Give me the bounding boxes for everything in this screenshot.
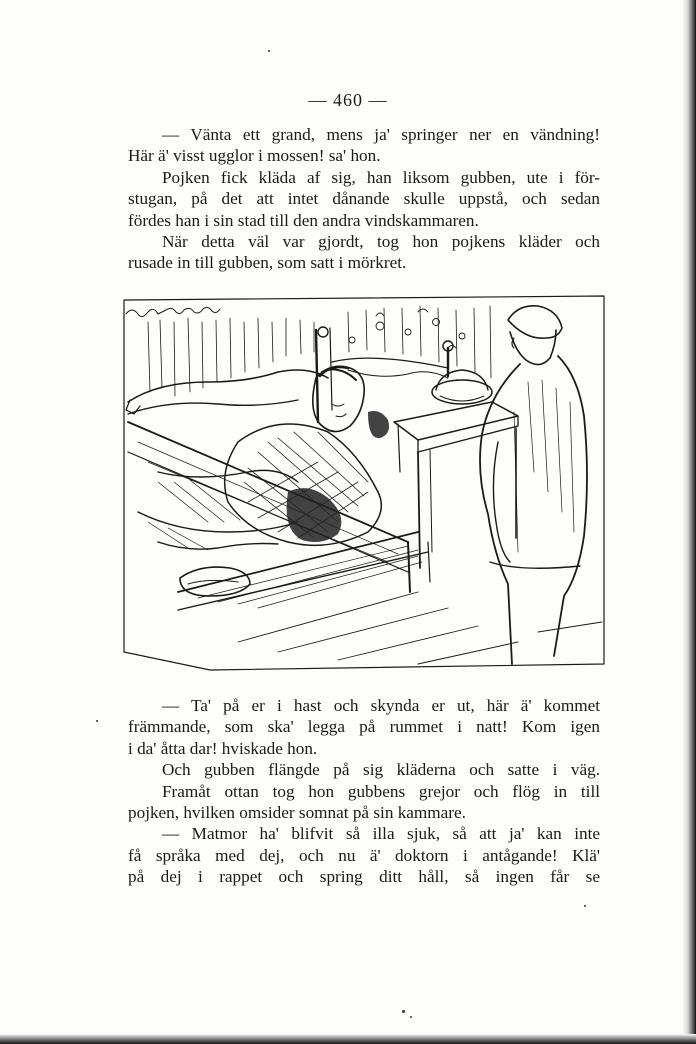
text-line: på dej i rappet och spring ditt håll, så ingen får se — [128, 867, 600, 887]
page-edge-shadow — [0, 1034, 696, 1044]
text-line: främmande, som ska' legga på rummet i natt! Kom igen — [128, 717, 600, 737]
text-line: Framåt ottan tog hon gubbens grejor och flög in till — [162, 781, 600, 801]
text-line: Här ä' visst ugglor i mossen! sa' hon. — [128, 146, 381, 166]
page-edge-shadow — [682, 0, 696, 1044]
text-line: stugan, på det att intet dånande skulle uppstå, och sedan — [128, 189, 600, 209]
text-line: Och gubben flängde på sig kläderna och satte i väg. — [162, 760, 600, 780]
text-line: — Ta' på er i hast och skynda er ut, här ä' kommet — [162, 696, 600, 715]
text-line: pojken, hvilken omsider somnat på sin kammare. — [128, 803, 466, 823]
text-line: — Matmor ha' blifvit så illa sjuk, så att ja' kan inte — [162, 824, 600, 844]
text-line: rusade in till gubben, som satt i mörkret. — [128, 253, 407, 273]
bed-scene-illustration — [118, 292, 608, 672]
text-line: När detta väl var gjordt, tog hon pojkens kläder och — [162, 232, 600, 252]
text-line: — Vänta ett grand, mens ja' springer ner en vändning! — [162, 125, 600, 144]
text-line: i da' åtta dar! hviskade hon. — [128, 738, 318, 758]
bottom-text-block — [128, 695, 600, 888]
text-line: få språka med dej, och nu ä' doktorn i antågande! Klä' — [128, 845, 600, 865]
text-line: Pojken fick kläda af sig, han liksom gubben, ute i för- — [162, 167, 600, 187]
top-text-block — [128, 124, 600, 274]
text-line: fördes han i sin stad till den andra vindskammaren. — [128, 210, 479, 230]
page-number: — 460 — — [308, 90, 388, 110]
